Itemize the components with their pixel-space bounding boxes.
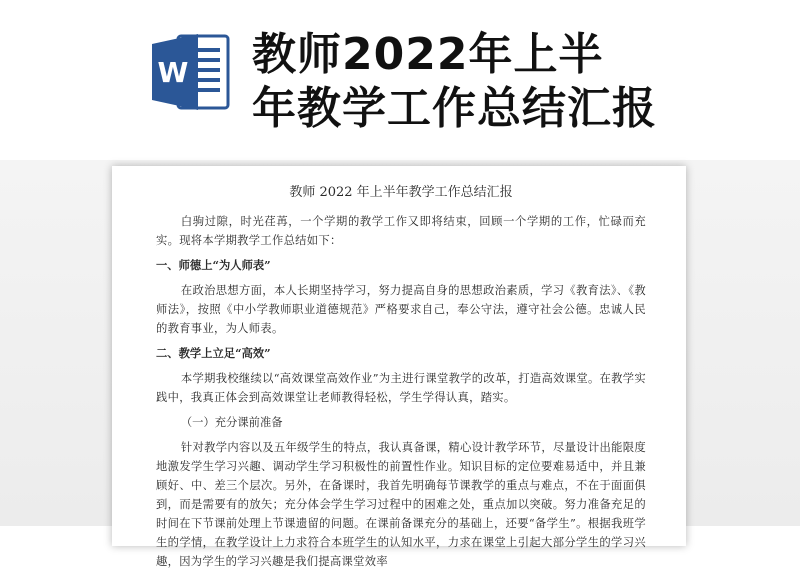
page-title <box>252 28 657 136</box>
header-banner <box>0 0 800 160</box>
title-line-1: 教师2022年上半 <box>252 29 604 80</box>
section-1-heading: 一、师德上“为人师表” <box>156 258 271 272</box>
word-icon <box>150 30 232 114</box>
word-logo-letter: W <box>157 56 189 89</box>
subsection-1-heading: （一）充分课前准备 <box>180 416 283 429</box>
document-page[interactable] <box>112 166 686 568</box>
section-2-paragraph: 本学期我校继续以“高效课堂高效作业”为主进行课堂教学的改革，打造高效课堂。在教学实践中，我真正体会到高效课堂让老师教得轻松，学生学得认真，踏实。 <box>156 372 646 404</box>
intro-paragraph: 白驹过隙，时光荏苒，一个学期的教学工作又即将结束，回顾一个学期的工作，忙碌而充实。现将本学期教学工作总结如下： <box>156 215 646 247</box>
section-2-heading: 二、教学上立足“高效” <box>156 346 271 360</box>
document-title: 教师 2022 年上半年教学工作总结汇报 <box>289 185 513 200</box>
document-body <box>112 166 686 571</box>
title-line-2: 年教学工作总结汇报 <box>252 83 657 134</box>
subsection-1-paragraph: 针对教学内容以及五年级学生的特点，我认真备课，精心设计教学环节，尽量设计出能限度地激发学生学习兴趣、调动学生学习积极性的前置性作业。知识目标的定位要难易适中，并且兼顾好、中、差三个层次。另外，在备课时，我首先明确每节课教学的重点与难点，不在于面面俱到，而是需要有的放矢；充分体会学生学习过程中的困难之处，重点加以突破。努力准备充足的时间在下节课前处理上节课遗留的问题。在课前备课充分的基础上，还要“备学生”。根据我班学生的学情，在教学设计上力求符合本班学生的认知水平，力求在课堂上引起大部分学生的学习兴趣，因为学生的学习兴趣是我们提高课堂效率 <box>156 441 646 568</box>
section-1-paragraph: 在政治思想方面，本人长期坚持学习，努力提高自身的思想政治素质，学习《教育法》、《教师法》，按照《中小学教师职业道德规范》严格要求自己，奉公守法，遵守社会公德。忠诚人民的教育事业，为人师表。 <box>156 284 646 335</box>
